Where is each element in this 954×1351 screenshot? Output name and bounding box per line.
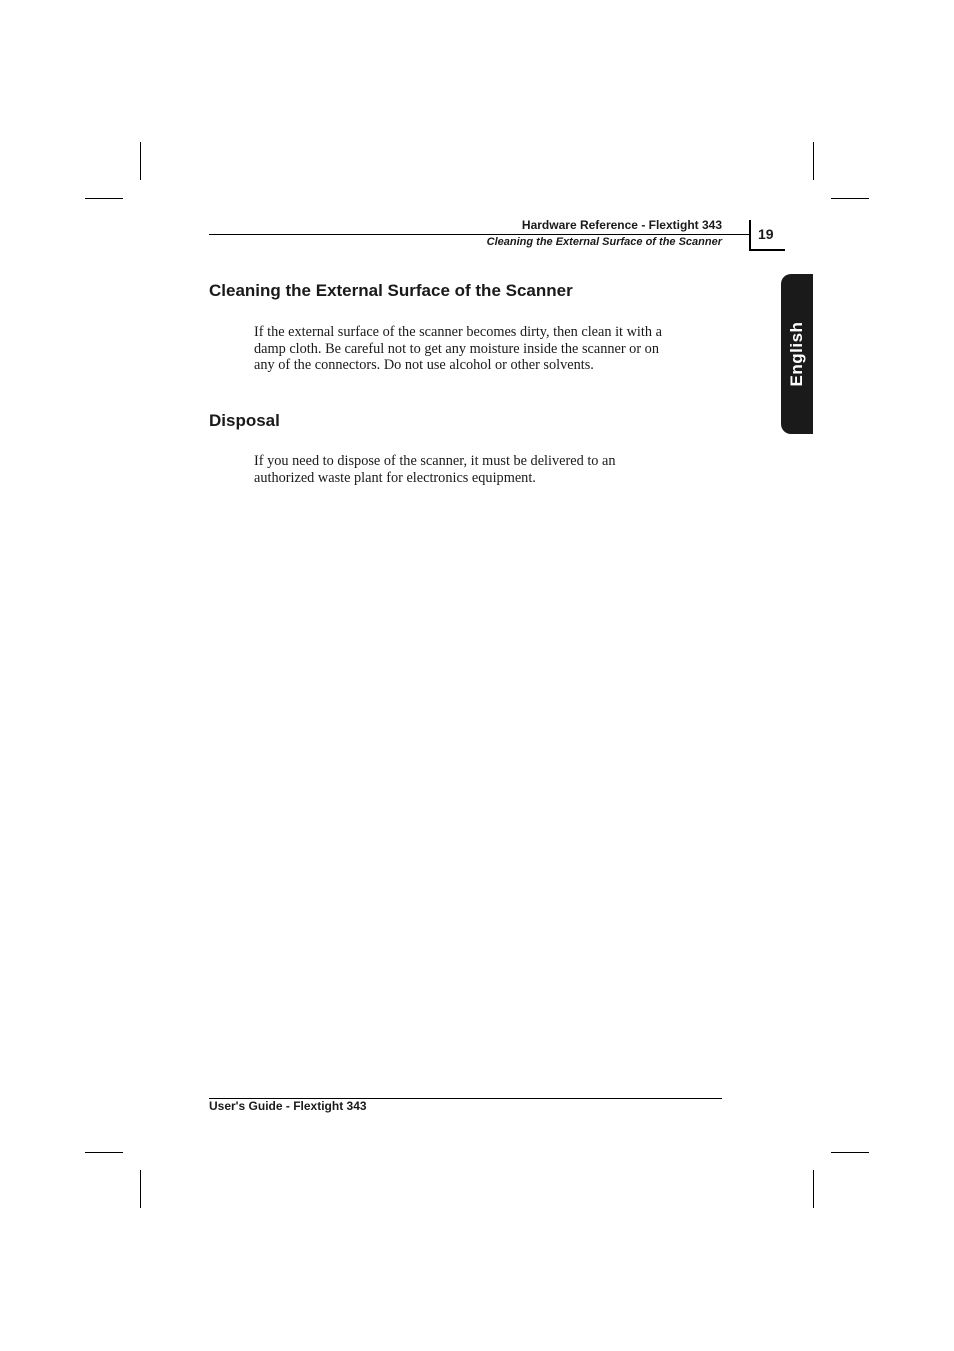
section-body-disposal [254,453,724,486]
crop-mark-top-right-horizontal [831,198,869,199]
section-heading-disposal: Disposal [209,411,280,430]
body-line: damp cloth. Be careful not to get any moisture inside the scanner or on [254,340,659,357]
page-number: 19 [758,226,774,242]
crop-mark-bottom-right-vertical [813,1170,814,1208]
body-line: authorized waste plant for electronics equipment. [254,469,536,486]
crop-mark-bottom-left-vertical [140,1170,141,1208]
crop-mark-bottom-left-horizontal [85,1152,123,1153]
crop-mark-top-left-horizontal [85,198,123,199]
body-line: any of the connectors. Do not use alcohol or other solvents. [254,357,594,374]
body-line: If the external surface of the scanner becomes dirty, then clean it with a [254,324,662,340]
crop-mark-bottom-right-horizontal [831,1152,869,1153]
body-line: If you need to dispose of the scanner, it must be delivered to an [254,453,616,469]
footer-text: User's Guide - Flextight 343 [209,1099,367,1113]
running-header-subtitle: Cleaning the External Surface of the Scanner [486,236,722,248]
section-heading-cleaning: Cleaning the External Surface of the Scanner [209,281,573,300]
crop-mark-top-left-vertical [140,142,141,180]
language-tab-label: English [787,321,806,387]
crop-mark-top-right-vertical [813,142,814,180]
language-tab [781,274,813,434]
section-body-cleaning [254,324,724,374]
running-header-title: Hardware Reference - Flextight 343 [521,218,722,232]
